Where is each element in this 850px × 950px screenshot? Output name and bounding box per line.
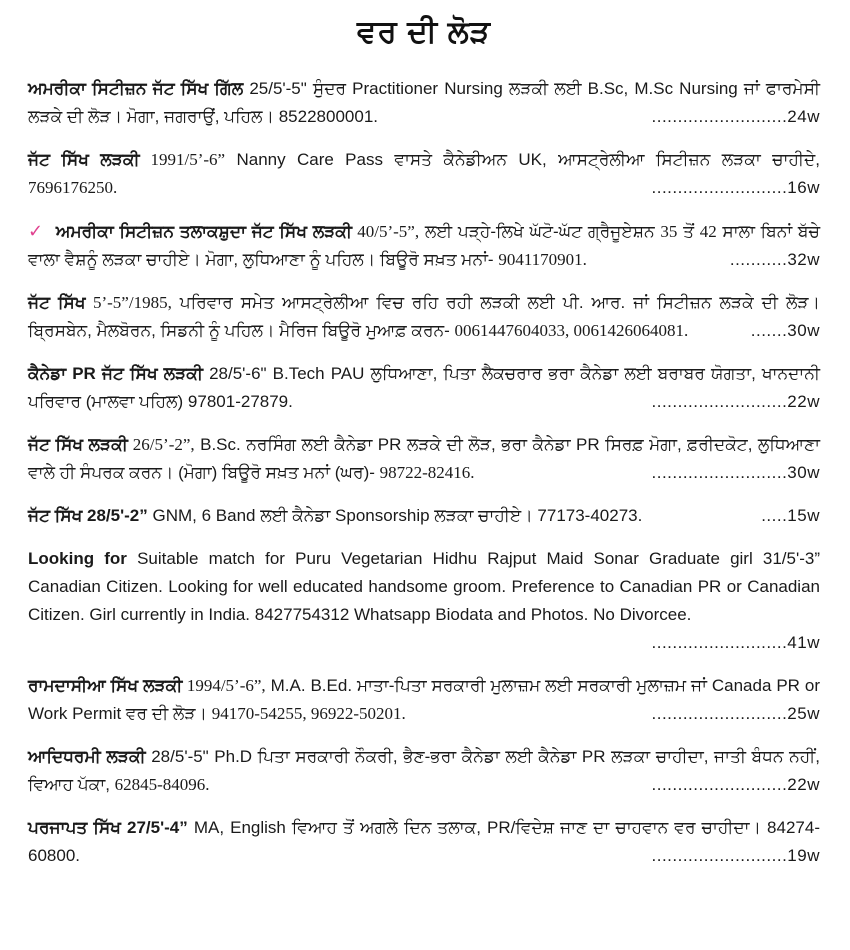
ad-word-count: ..........................24w [651,107,820,126]
ad-body-text: 40/5’-5”, [352,222,420,241]
ad-word-count: .....15w [761,506,820,525]
classified-ad [28,814,820,870]
ad-word-count: ..........................41w [651,633,820,652]
ad-lead-text: ਆਦਿਧਰਮੀ ਲੜਕੀ [28,747,146,766]
ad-word-count: ..........................16w [651,178,820,197]
ad-body-text: 35 [660,222,678,241]
ad-lead-text: ਪਰਜਾਪਤ ਸਿੱਖ 27/5'-4” [28,818,188,837]
ad-lead-text: ਕੈਨੇਡਾ PR ਜੱਟ ਸਿੱਖ ਲੜਕੀ [28,364,203,383]
ad-text [28,549,820,624]
ad-lead-text: Looking for [28,549,127,568]
ad-body-text: 25/5'-5" ਸੁੰਦਰ Practitioner Nursing ਲੜਕੀ ਲਈ B.Sc, M.Sc Nursing ਜਾਂ ਫਾਰਮੇਸੀ ਲੜਕੇ ਦੀ ਲੋੜ। ਮੋਗਾ, ਜਗਰਾਉਂ, ਪਹਿਲ। 8522800001. [28,79,821,126]
ad-body-text: ਤੋਂ [677,222,700,241]
classified-ad [28,672,820,728]
ad-word-count: ..........................30w [651,463,820,482]
ad-body-text: 0061447604033, 0061426064081. [454,321,689,340]
ad-text [28,222,820,269]
ad-word-count: .......30w [750,321,820,340]
classifieds-list [28,75,820,870]
ad-body-text: B.Sc. ਨਰਸਿੰਗ ਲਈ ਕੈਨੇਡਾ PR ਲੜਕੇ ਦੀ ਲੋੜ, ਭਰਾ ਕੈਨੇਡਾ PR ਸਿਰਫ਼ ਮੋਗਾ, ਫ਼ਰੀਦਕੋਟ, ਲੁਧਿਆਣਾ ਵਾਲੇ ਹੀ ਸੰਪਰਕ ਕਰਨ। (ਮੋਗਾ) ਬਿਊਰੋ ਸਖ਼ਤ ਮਨਾਂ (ਘਰ)- [28,435,820,482]
ad-body-text: 28/5'-6" B.Tech PAU ਲੁਧਿਆਣਾ, ਪਿਤਾ ਲੈਕਚਰਾਰ ਭਰਾ ਕੈਨੇਡਾ ਲਈ ਬਰਾਬਰ ਯੋਗਤਾ, ਖਾਨਦਾਨੀ ਪਰਿਵਾਰ (ਮਾਲਵਾ ਪਹਿਲ) 97801-27879. [28,364,821,411]
classified-ad [28,431,820,487]
ad-body-text: 1991/5’-6” [139,150,226,169]
checkmark-icon: ✓ [28,221,45,241]
ad-body-text: 7696176250. [28,178,118,197]
ad-body-text: 5’-5”/1985, [85,293,172,312]
ad-body-text: 98722-82416. [379,463,475,482]
ad-body-text: GNM, 6 Band ਲਈ ਕੈਨੇਡਾ Sponsorship ਲੜਕਾ ਚਾਹੀਏ। 77173-40273. [147,506,643,525]
classified-ad [28,289,820,345]
ad-lead-text: ਅਮਰੀਕਾ ਸਿਟੀਜ਼ਨ ਜੱਟ ਸਿੱਖ ਗਿੱਲ [28,79,244,98]
ad-lead-text: ਜੱਟ ਸਿੱਖ 28/5'-2” [28,506,148,525]
classified-ad [28,217,820,274]
ad-body-text: 42 [699,222,717,241]
ad-text [28,506,642,525]
ad-word-count: ..........................19w [651,846,820,865]
ad-body-text: 1994/5’-6”, [182,676,266,695]
classified-ad [28,502,820,530]
ad-body-text: ਸਾਲਾ ਬਿਨਾਂ ਬੱਚੇ ਵਾਲਾ ਵੈਸ਼ਨੂੰ ਲੜਕਾ ਚਾਹੀਏ। ਮੋਗਾ, ਲੁਧਿਆਣਾ ਨੂੰ ਪਹਿਲ। ਬਿਊਰੋ ਸਖ਼ਤ ਮਨਾਂ- [28,222,820,269]
ad-body-text: 62845-84096. [114,775,210,794]
ad-body-text: ਪਰਿਵਾਰ ਸਮੇਤ ਆਸਟ੍ਰੇਲੀਆ ਵਿਚ ਰਹਿ ਰਹੀ ਲੜਕੀ ਲਈ ਪੀ. ਆਰ. ਜਾਂ ਸਿਟੀਜ਼ਨ ਲੜਕੇ ਦੀ ਲੋੜ। ਬ੍ਰਿਸਬੇਨ, ਮੈਲਬੋਰਨ, ਸਿਡਨੀ ਨੂੰ ਪਹਿਲ। ਮੈਰਿਜ ਬਿਊਰੋ ਮੁਆਫ਼ ਕਰਨ- [28,293,820,340]
ad-lead-text: ਜੱਟ ਸਿੱਖ [28,293,86,312]
classified-ad [28,146,820,202]
ad-body-text: 94170-54255, 96922-50201. [211,704,406,723]
ad-word-count: ...........32w [729,250,820,269]
ad-body-text: Nanny Care Pass ਵਾਸਤੇ ਕੈਨੇਡੀਅਨ UK, ਆਸਟ੍ਰੇਲੀਆ ਸਿਟੀਜ਼ਨ ਲੜਕਾ ਚਾਹੀਦੇ, [225,150,820,169]
ad-lead-text: ਜੱਟ ਸਿੱਖ ਲੜਕੀ [28,435,128,454]
page-title: ਵਰ ਦੀ ਲੋੜ [357,14,491,49]
ad-lead-text: ਰਾਮਦਾਸੀਆ ਸਿੱਖ ਲੜਕੀ [28,676,183,695]
ad-body-text: ਲਈ ਪੜ੍ਹੇ-ਲਿਖੇ ਘੱਟੋ-ਘੱਟ ਗ੍ਰੈਜੂਏਸ਼ਨ [419,222,661,241]
ad-text [28,293,820,340]
ad-body-text: M.A. B.Ed. ਮਾਤਾ-ਪਿਤਾ ਸਰਕਾਰੀ ਮੁਲਾਜ਼ਮ ਲਈ ਸਰਕਾਰੀ ਮੁਲਾਜ਼ਮ ਜਾਂ Canada PR or Work Permit ਵਰ ਦੀ ਲੋੜ। [28,676,820,723]
classified-ad [28,360,820,416]
ad-body-text: 26/5’-2”, [127,435,195,454]
ad-body-text: 9041170901. [498,250,587,269]
classified-ad [28,75,820,131]
classified-ad [28,545,820,657]
ad-word-count: ..........................25w [651,704,820,723]
ad-lead-text: ਜੱਟ ਸਿੱਖ ਲੜਕੀ [28,150,140,169]
ad-word-count: ..........................22w [651,775,820,794]
ad-body-text: Suitable match for Puru Vegetarian Hidhu Rajput Maid Sonar Graduate girl 31/5'-3” Canadian Citizen. Looking for well educated handsome groom. Preference to Canadian PR or Canadian Citizen. Girl currently in India. 8427754312 Whatsapp Biodata and Photos. No Divorcee. [28,549,820,624]
ad-body-text: MA, English ਵਿਆਹ ਤੋਂ ਅਗਲੇ ਦਿਨ ਤਲਾਕ, PR/ਵਿਦੇਸ਼ ਜਾਣ ਦਾ ਚਾਹਵਾਨ ਵਰ ਚਾਹੀਦਾ। 84274-60800. [28,818,820,865]
ad-word-count: ..........................22w [651,392,820,411]
classified-ad [28,743,820,799]
ad-body-text: 28/5'-5" Ph.D ਪਿਤਾ ਸਰਕਾਰੀ ਨੌਕਰੀ, ਭੈਣ-ਭਰਾ ਕੈਨੇਡਾ ਲਈ ਕੈਨੇਡਾ PR ਲੜਕਾ ਚਾਹੀਦਾ, ਜਾਤੀ ਬੰਧਨ ਨਹੀਂ, ਵਿਆਹ ਪੱਕਾ, [28,747,820,794]
ad-lead-text: ਅਮਰੀਕਾ ਸਿਟੀਜ਼ਨ ਤਲਾਕਸ਼ੁਦਾ ਜੱਟ ਸਿੱਖ ਲੜਕੀ [55,222,353,241]
